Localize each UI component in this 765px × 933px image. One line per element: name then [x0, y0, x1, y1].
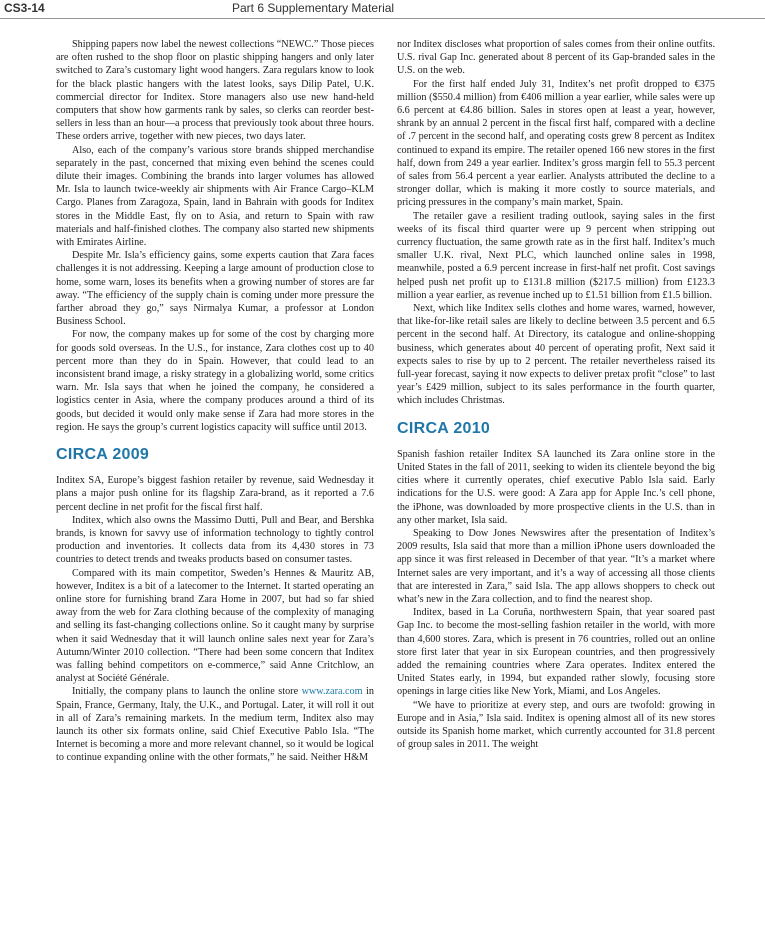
section-heading-2009: CIRCA 2009	[56, 446, 150, 464]
paragraph	[56, 685, 374, 764]
paragraph: Inditex, which also owns the Massimo Dutti, Pull and Bear, and Bershka brands, is known for savvy use of information technology to tightly control production and inventories. It collects data from its 4,430 stores in 73 countries to detect trends and tweaks products based on consumer tastes.	[56, 514, 374, 566]
paragraph: For now, the company makes up for some of the cost by charging more for goods sold overseas. In the U.S., for instance, Zara clothes cost up to 40 percent more than they do in Spain. However, that could lead to an inconsistent brand image, a risky strategy in a globalizing world, some critics warn. Mr. Isla says that when he joined the company, he considered a logistics center in Asia, where the company produces around a third of its goods, but decided it would only make sense if Zara had more stores in the region. He says the group’s current logistics capacity will suffice until 2013.	[56, 329, 374, 433]
paragraph-text: in Spain, France, Germany, Italy, the U.K., and Portugal. Later, it will roll it out in all of Zara’s remaining markets. In the medium term, Inditex also may launch its other six formats online, said Chief Executive Pablo Isla. “The Internet is becoming a more and more relevant channel, so it would be logical to continue expanding online with the other formats,” he said. Neither H&M	[56, 686, 374, 764]
paragraph: For the first half ended July 31, Inditex’s net profit dropped to €375 million ($550.4 million) from €406 million a year earlier, while sales were up 6.6 percent at €4.86 billion. Sales in stores open at least a year, however, shrank by an annual 2 percent in the fiscal first half, compared with a decline of .7 percent in the second half, and operating costs grew 8 percent as Inditex continued to expand its empire. The retailer opened 166 new stores in the first half, down from 249 a year earlier. Inditex’s gross margin fell to 55.3 percent of sales from 56.4 percent a year earlier. Analysts attributed the decline to a stronger dollar, which is making it more costly to source materials, and pricing pressures in the company’s main market, Spain.	[397, 78, 715, 209]
paragraph: nor Inditex discloses what proportion of sales comes from their online outfits. U.S. rival Gap Inc. generated about 8 percent of its Gap-branded sales in the U.S. on the web.	[397, 39, 715, 77]
paragraph: Inditex, based in La Coruña, northwestern Spain, that year soared past Gap Inc. to become the most-selling fashion retailer in the world, with more than 4,600 stores. Zara, which is present in 76 countries, rolled out an online store first later that year in six European countries, and then progressively added the remaining countries where Zara operates. Inditex entered the United States early, in 1994, but expanded rather slowly, focusing store openings in large cities like New York, Miami, and Los Angeles.	[397, 607, 715, 698]
paragraph: Despite Mr. Isla’s efficiency gains, some experts caution that Zara faces challenges it is not addressing. Keeping a large amount of production close to home, some warn, loses its benefits when a growing number of stores are far away. “The efficiency of the supply chain is coming under more pressure the farther abroad they go,” says Nirmalya Kumar, a professor at London Business School.	[56, 250, 374, 328]
page-code: CS3-14	[4, 1, 45, 15]
page-header	[0, 0, 765, 19]
paragraph: The retailer gave a resilient trading outlook, saying sales in the first weeks of its fiscal third quarter were up 9 percent when stripping out currency fluctuation, the same growth rate as in the first half. Inditex’s much smaller U.K. rival, Next PLC, which launched online sales in 1998, meanwhile, posted a 6.9 percent increase in first-half net profit. Cost savings helped push net profit up to £131.8 million ($217.5 million) from £123.3 million a year earlier, as revenue inched up to £1.51 billion from £1.5 billion.	[397, 210, 715, 301]
paragraph: “We have to prioritize at every step, and ours are twofold: growing in Europe and in Asia,” Isla said. Inditex is opening almost all of its new stores outside its Spanish home market, which currently accounted for 31.8 percent of group sales in 2011. The weight	[397, 699, 715, 751]
right-column	[397, 38, 715, 933]
left-column	[56, 38, 374, 933]
paragraph: Speaking to Dow Jones Newswires after the presentation of Inditex’s 2009 results, Isla said that more than a million iPhone users downloaded the app since it was first released in December of that year. “It’s a market where Internet sales are very important, and it’s a way of accessing all those clients that are interested in Zara,” said Isla. The app allows shoppers to check out what’s new in the Zara collection, and to find the nearest shop.	[397, 527, 715, 605]
paragraph: Compared with its main competitor, Sweden’s Hennes & Mauritz AB, however, Inditex is a bit of a latecomer to the Internet. It started operating an online store for furnishing brand Zara Home in 2007, but had so far shied away from the web for Zara clothing because of the complexity of managing and selling its fast-changing collections online. So it caught many by surprise when it said Wednesday that it will launch online sales next year for Zara’s Autumn/Winter 2010 collection. “There had been some concern that Inditex was falling behind competitors on e-commerce,” said Anne Critchlow, an analyst at Société Générale.	[56, 567, 374, 685]
zara-link[interactable]: www.zara.com	[301, 686, 363, 698]
running-head: Part 6 Supplementary Material	[232, 1, 395, 15]
paragraph: Also, each of the company’s various store brands shipped merchandise separately in the past, concerned that mixing even behind the scenes could dilute their images. Combining the brands into larger volumes has allowed Mr. Isla to launch twice-weekly air shipments with Air France Cargo–KLM Cargo. Planes from Zaragoza, Spain, land in Bahrain with goods for Inditex stores in the Middle East, fly on to Asia, and return to Spain with raw materials and half-finished clothes. The company also started new shipments with Emirates Airline.	[56, 144, 374, 249]
paragraph: Spanish fashion retailer Inditex SA launched its Zara online store in the United States in the fall of 2011, seeking to widen its clientele beyond the big cities where it currently operates, chief executive Pablo Isla said. Early indications for the U.S. were good: A Zara app for Apple Inc.’s cell phone, the iPhone, was downloaded by more prospective clients in the U.S. than in any other market, Isla said.	[397, 448, 715, 526]
paragraph-text: Initially, the company plans to launch the online store	[72, 686, 302, 698]
section-heading-2010: CIRCA 2010	[397, 419, 491, 437]
paragraph: Next, which like Inditex sells clothes and home wares, warned, however, that like-for-like retail sales are likely to decline between 3.5 percent and 6.5 percent in the second half. At Directory, its catalogue and online-shopping business, which generates about 40 percent of operating profit, Next said it expects sales to rise by up to 2 percent. The retailer nevertheless raised its full-year forecast, saying it now expects to deliver pretax profit “close” to last year’s £429 million, subject to its sales performance in the fourth quarter, which includes Christmas.	[397, 303, 715, 407]
paragraph: Inditex SA, Europe’s biggest fashion retailer by revenue, said Wednesday it plans a major push online for its flagship Zara-brand, as it reported a 7.6 percent decline in net profit for the fiscal first half.	[56, 475, 374, 513]
paragraph: Shipping papers now label the newest collections “NEWC.” Those pieces are often rushed to the shop floor on plastic shipping hangers and only later switched to Zara’s customary light wood hangers. Zara regulars know to look for the black plastic hangers with the latest looks, says Dilip Patel, U.K. commercial director for Inditex. Store managers also use new hand-held computers that show how garments rank by sales, so clerks can reorder best-sellers in less than an hour—a process that previously took about three hours. These orders arrive, together with new pieces, two days later.	[56, 39, 374, 143]
